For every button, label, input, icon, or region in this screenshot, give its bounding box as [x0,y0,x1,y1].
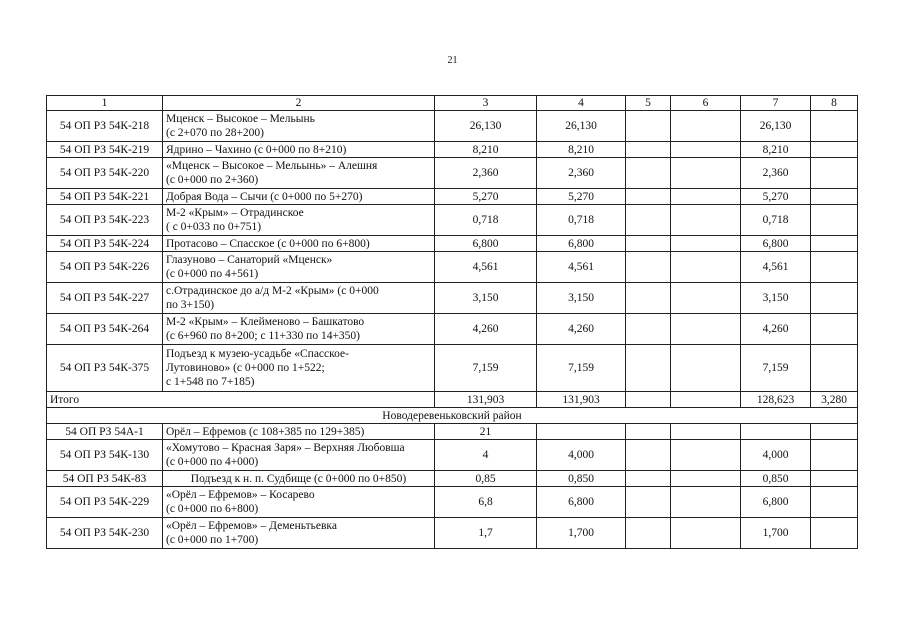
value-cell-c8 [811,189,858,205]
value-cell-c4 [537,424,626,440]
road-name-line: М-2 «Крым» – Клейменово – Башкатово [166,316,365,328]
road-name-cell [163,487,435,518]
road-code-cell: 54 ОП РЗ 54К-375 [47,345,163,392]
value-cell-c3: 8,210 [435,142,537,158]
page-number: 21 [447,55,458,66]
road-name-line: «Орёл – Ефремов» – Деменьтьевка [166,520,337,532]
road-name-cell [163,252,435,283]
road-code-cell: 54 ОП РЗ 54К-224 [47,236,163,252]
value-cell-c8 [811,314,858,345]
total-label: Итого [47,392,435,408]
table-row [47,283,858,314]
column-header: 5 [626,96,671,111]
road-name-cell [163,111,435,142]
table-row [47,236,858,252]
value-cell-c5 [626,189,671,205]
road-code-cell: 54 ОП РЗ 54К-83 [47,471,163,487]
total-value-c3: 131,903 [435,392,537,408]
value-cell-c3: 0,85 [435,471,537,487]
value-cell-c7: 5,270 [741,189,811,205]
value-cell-c3: 4,260 [435,314,537,345]
table-row [47,111,858,142]
table-row [47,518,858,549]
value-cell-c5 [626,424,671,440]
value-cell-c7: 26,130 [741,111,811,142]
road-code-cell: 54 ОП РЗ 54К-221 [47,189,163,205]
road-name-line: (с 6+960 по 8+200; с 11+330 по 14+350) [166,330,361,342]
table-row [47,487,858,518]
value-cell-c8 [811,424,858,440]
road-code-cell: 54 ОП РЗ 54К-220 [47,158,163,189]
value-cell-c3: 7,159 [435,345,537,392]
value-cell-c3: 6,8 [435,487,537,518]
road-name-cell [163,345,435,392]
value-cell-c5 [626,345,671,392]
value-cell-c3: 4 [435,440,537,471]
value-cell-c5 [626,205,671,236]
road-name-cell [163,205,435,236]
value-cell-c7: 0,850 [741,471,811,487]
value-cell-c4: 3,150 [537,283,626,314]
value-cell-c7: 4,260 [741,314,811,345]
value-cell-c7: 0,718 [741,205,811,236]
value-cell-c6 [671,283,741,314]
value-cell-c8 [811,158,858,189]
value-cell-c4: 2,360 [537,158,626,189]
value-cell-c5 [626,314,671,345]
road-name-cell [163,158,435,189]
road-name-line: Добрая Вода – Сычи (с 0+000 по 5+270) [166,190,363,203]
total-value-c8: 3,280 [811,392,858,408]
value-cell-c5 [626,487,671,518]
value-cell-c4: 7,159 [537,345,626,392]
road-name-line: Орёл – Ефремов (с 108+385 по 129+385) [166,425,365,438]
road-code-cell: 54 ОП РЗ 54К-264 [47,314,163,345]
value-cell-c3: 0,718 [435,205,537,236]
value-cell-c5 [626,518,671,549]
road-name-line: (с 2+070 по 28+200) [166,127,265,139]
road-code-cell: 54 ОП РЗ 54К-219 [47,142,163,158]
total-value-c6 [671,392,741,408]
value-cell-c4: 8,210 [537,142,626,158]
table-row [47,205,858,236]
road-name-cell [163,471,435,487]
value-cell-c5 [626,252,671,283]
road-code-cell: 54 ОП РЗ 54К-218 [47,111,163,142]
value-cell-c6 [671,487,741,518]
value-cell-c6 [671,424,741,440]
road-name-line: (с 0+000 по 2+360) [166,174,259,186]
total-row [47,392,858,408]
value-cell-c6 [671,205,741,236]
value-cell-c3: 26,130 [435,111,537,142]
value-cell-c7: 2,360 [741,158,811,189]
value-cell-c6 [671,440,741,471]
value-cell-c5 [626,283,671,314]
value-cell-c3: 21 [435,424,537,440]
value-cell-c6 [671,111,741,142]
table-header-row [47,96,858,111]
value-cell-c6 [671,158,741,189]
road-code-cell: 54 ОП РЗ 54А-1 [47,424,163,440]
value-cell-c3: 4,561 [435,252,537,283]
road-name-line: Мценск – Высокое – Мельынь [166,113,315,125]
value-cell-c6 [671,189,741,205]
value-cell-c6 [671,518,741,549]
road-name-line: «Орёл – Ефремов» – Косарево [166,489,315,501]
value-cell-c8 [811,252,858,283]
value-cell-c4: 6,800 [537,236,626,252]
value-cell-c4: 4,000 [537,440,626,471]
road-code-cell: 54 ОП РЗ 54К-226 [47,252,163,283]
value-cell-c5 [626,158,671,189]
road-name-line: (с 0+000 по 4+000) [166,456,259,468]
road-name-cell [163,236,435,252]
road-code-cell: 54 ОП РЗ 54К-130 [47,440,163,471]
district-row [47,408,858,424]
value-cell-c6 [671,471,741,487]
value-cell-c3: 2,360 [435,158,537,189]
column-header: 2 [163,96,435,111]
value-cell-c6 [671,345,741,392]
road-name-cell [163,424,435,440]
value-cell-c8 [811,518,858,549]
column-header: 3 [435,96,537,111]
road-name-line: Ядрино – Чахино (с 0+000 по 8+210) [166,143,347,156]
road-name-line: Протасово – Спасское (с 0+000 по 6+800) [166,237,370,250]
column-header: 4 [537,96,626,111]
road-name-line: ( с 0+033 по 0+751) [166,221,262,233]
value-cell-c7: 4,000 [741,440,811,471]
value-cell-c7 [741,424,811,440]
value-cell-c4: 1,700 [537,518,626,549]
value-cell-c3: 5,270 [435,189,537,205]
table-row [47,471,858,487]
road-name-line: Глазуново – Санаторий «Мценск» [166,254,333,266]
value-cell-c5 [626,440,671,471]
value-cell-c8 [811,487,858,518]
road-name-cell [163,518,435,549]
road-code-cell: 54 ОП РЗ 54К-227 [47,283,163,314]
table-row [47,158,858,189]
value-cell-c6 [671,142,741,158]
table-row [47,252,858,283]
value-cell-c8 [811,283,858,314]
table-row [47,314,858,345]
value-cell-c3: 3,150 [435,283,537,314]
value-cell-c4: 4,260 [537,314,626,345]
value-cell-c5 [626,236,671,252]
value-cell-c4: 5,270 [537,189,626,205]
road-name-line: с 1+548 по 7+185) [166,376,255,388]
column-header: 1 [47,96,163,111]
table-row [47,424,858,440]
total-value-c4: 131,903 [537,392,626,408]
road-name-line: с.Отрадинское до а/д М-2 «Крым» (с 0+000 [166,285,379,297]
value-cell-c7: 1,700 [741,518,811,549]
value-cell-c5 [626,142,671,158]
value-cell-c5 [626,111,671,142]
value-cell-c3: 6,800 [435,236,537,252]
value-cell-c7: 3,150 [741,283,811,314]
value-cell-c5 [626,471,671,487]
road-name-line: по 3+150) [166,299,215,311]
road-name-line: М-2 «Крым» – Отрадинское [166,207,304,219]
road-name-cell [163,189,435,205]
district-name: Новодеревеньковский район [47,408,858,424]
value-cell-c8 [811,471,858,487]
total-value-c7: 128,623 [741,392,811,408]
table-row [47,189,858,205]
table-row [47,345,858,392]
value-cell-c8 [811,345,858,392]
road-name-line: «Мценск – Высокое – Мельынь» – Алешня [166,160,378,172]
roads-table [46,95,858,549]
road-code-cell: 54 ОП РЗ 54К-230 [47,518,163,549]
value-cell-c6 [671,252,741,283]
table-row [47,142,858,158]
value-cell-c7: 6,800 [741,487,811,518]
value-cell-c6 [671,236,741,252]
value-cell-c7: 8,210 [741,142,811,158]
value-cell-c7: 6,800 [741,236,811,252]
value-cell-c8 [811,236,858,252]
value-cell-c6 [671,314,741,345]
value-cell-c8 [811,205,858,236]
value-cell-c8 [811,142,858,158]
value-cell-c8 [811,440,858,471]
value-cell-c7: 7,159 [741,345,811,392]
road-name-line: (с 0+000 по 6+800) [166,503,259,515]
value-cell-c4: 6,800 [537,487,626,518]
road-name-cell [163,142,435,158]
road-name-line: Лутовиново» (с 0+000 по 1+522; [166,362,325,374]
value-cell-c4: 0,718 [537,205,626,236]
road-name-line: Подъезд к музею-усадьбе «Спасское- [166,348,349,360]
road-name-cell [163,283,435,314]
value-cell-c7: 4,561 [741,252,811,283]
column-header: 8 [811,96,858,111]
value-cell-c3: 1,7 [435,518,537,549]
road-name-cell [163,440,435,471]
road-name-line: Подъезд к н. п. Судбище (с 0+000 по 0+850) [190,472,407,485]
value-cell-c4: 4,561 [537,252,626,283]
table-row [47,440,858,471]
total-value-c5 [626,392,671,408]
road-name-cell [163,314,435,345]
road-name-line: «Хомутово – Красная Заря» – Верхняя Любовша [166,442,405,454]
road-code-cell: 54 ОП РЗ 54К-229 [47,487,163,518]
road-name-line: (с 0+000 по 1+700) [166,534,259,546]
column-header: 6 [671,96,741,111]
value-cell-c8 [811,111,858,142]
road-name-line: (с 0+000 по 4+561) [166,268,259,280]
value-cell-c4: 26,130 [537,111,626,142]
column-header: 7 [741,96,811,111]
value-cell-c4: 0,850 [537,471,626,487]
road-code-cell: 54 ОП РЗ 54К-223 [47,205,163,236]
